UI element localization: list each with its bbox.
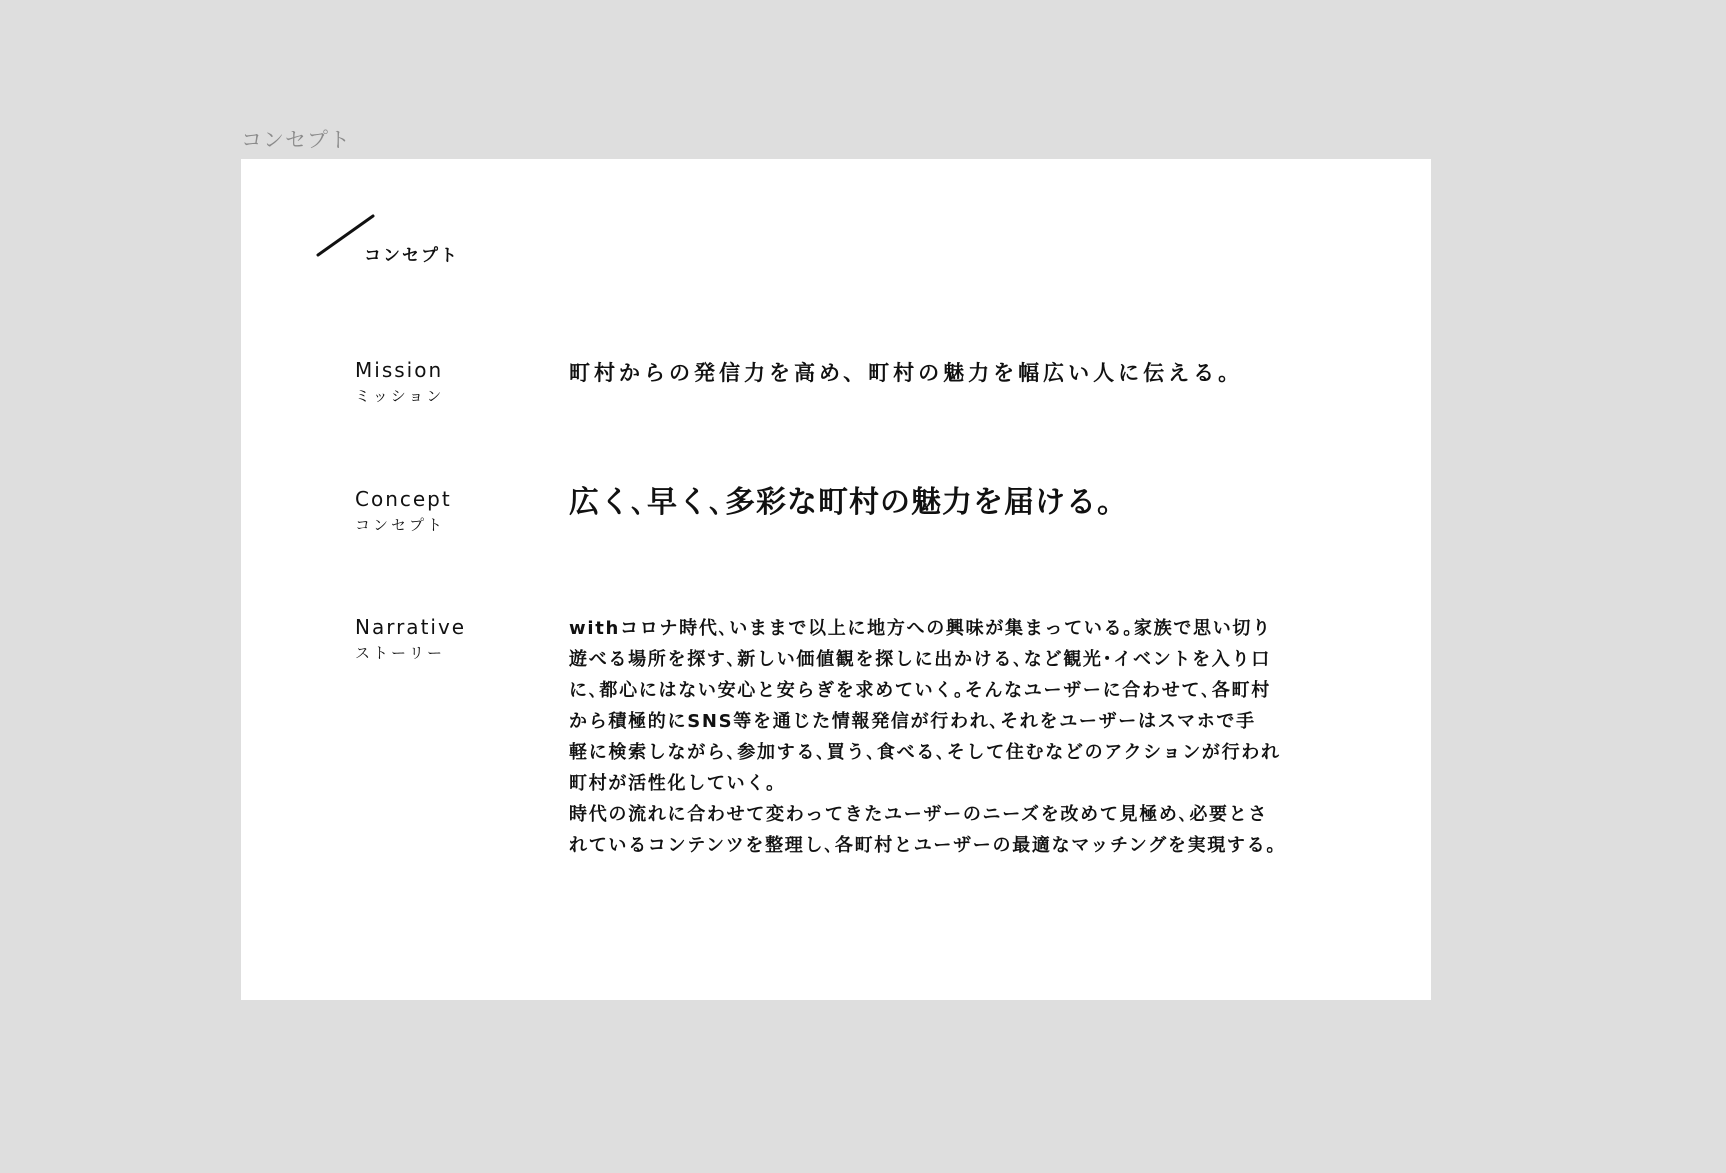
mission-label-ja: ミッション [355,387,445,405]
narrative-line: withコロナ時代､いままで以上に地方への興味が集まっている｡家族で思い切り [569,618,1272,639]
narrative-line: 軽に検索しながら､参加する､買う､食べる､そして住むなどのアクションが行われ [569,742,1281,763]
narrative-label [355,613,466,665]
concept-label-ja: コンセプト [355,516,446,534]
narrative-line: 時代の流れに合わせて変わってきたユーザーのニーズを改めて見極め､必要とさ [569,804,1269,825]
mission-label-en: Mission [355,358,444,382]
narrative-text [569,613,1329,861]
concept-card [241,159,1431,1000]
concept-statement: 広く､早く､多彩な町村の魅力を届ける。 [569,485,1128,520]
concept-label-en: Concept [355,487,452,511]
narrative-line: 町村が活性化していく｡ [569,773,777,794]
narrative-line: 遊べる場所を探す､新しい価値観を探しに出かける､など観光･イベントを入り口 [569,649,1271,670]
narrative-label-ja: ストーリー [355,644,446,662]
narrative-line: に､都心にはない安心と安らぎを求めていく｡そんなユーザーに合わせて､各町村 [569,680,1271,701]
narrative-line: れているコンテンツを整理し､各町村とユーザーの最適なマッチングを実現する｡ [569,835,1278,856]
frame-label: コンセプト [241,128,351,152]
section-heading: コンセプト [364,246,459,266]
mission-statement: 町村からの発信力を高め、町村の魅力を幅広い人に伝える。 [569,361,1244,385]
narrative-line: から積極的にSNS等を通じた情報発信が行われ､それをユーザーはスマホで手 [569,711,1256,732]
concept-label [355,485,452,537]
narrative-label-en: Narrative [355,615,467,639]
mission-label [355,356,444,408]
